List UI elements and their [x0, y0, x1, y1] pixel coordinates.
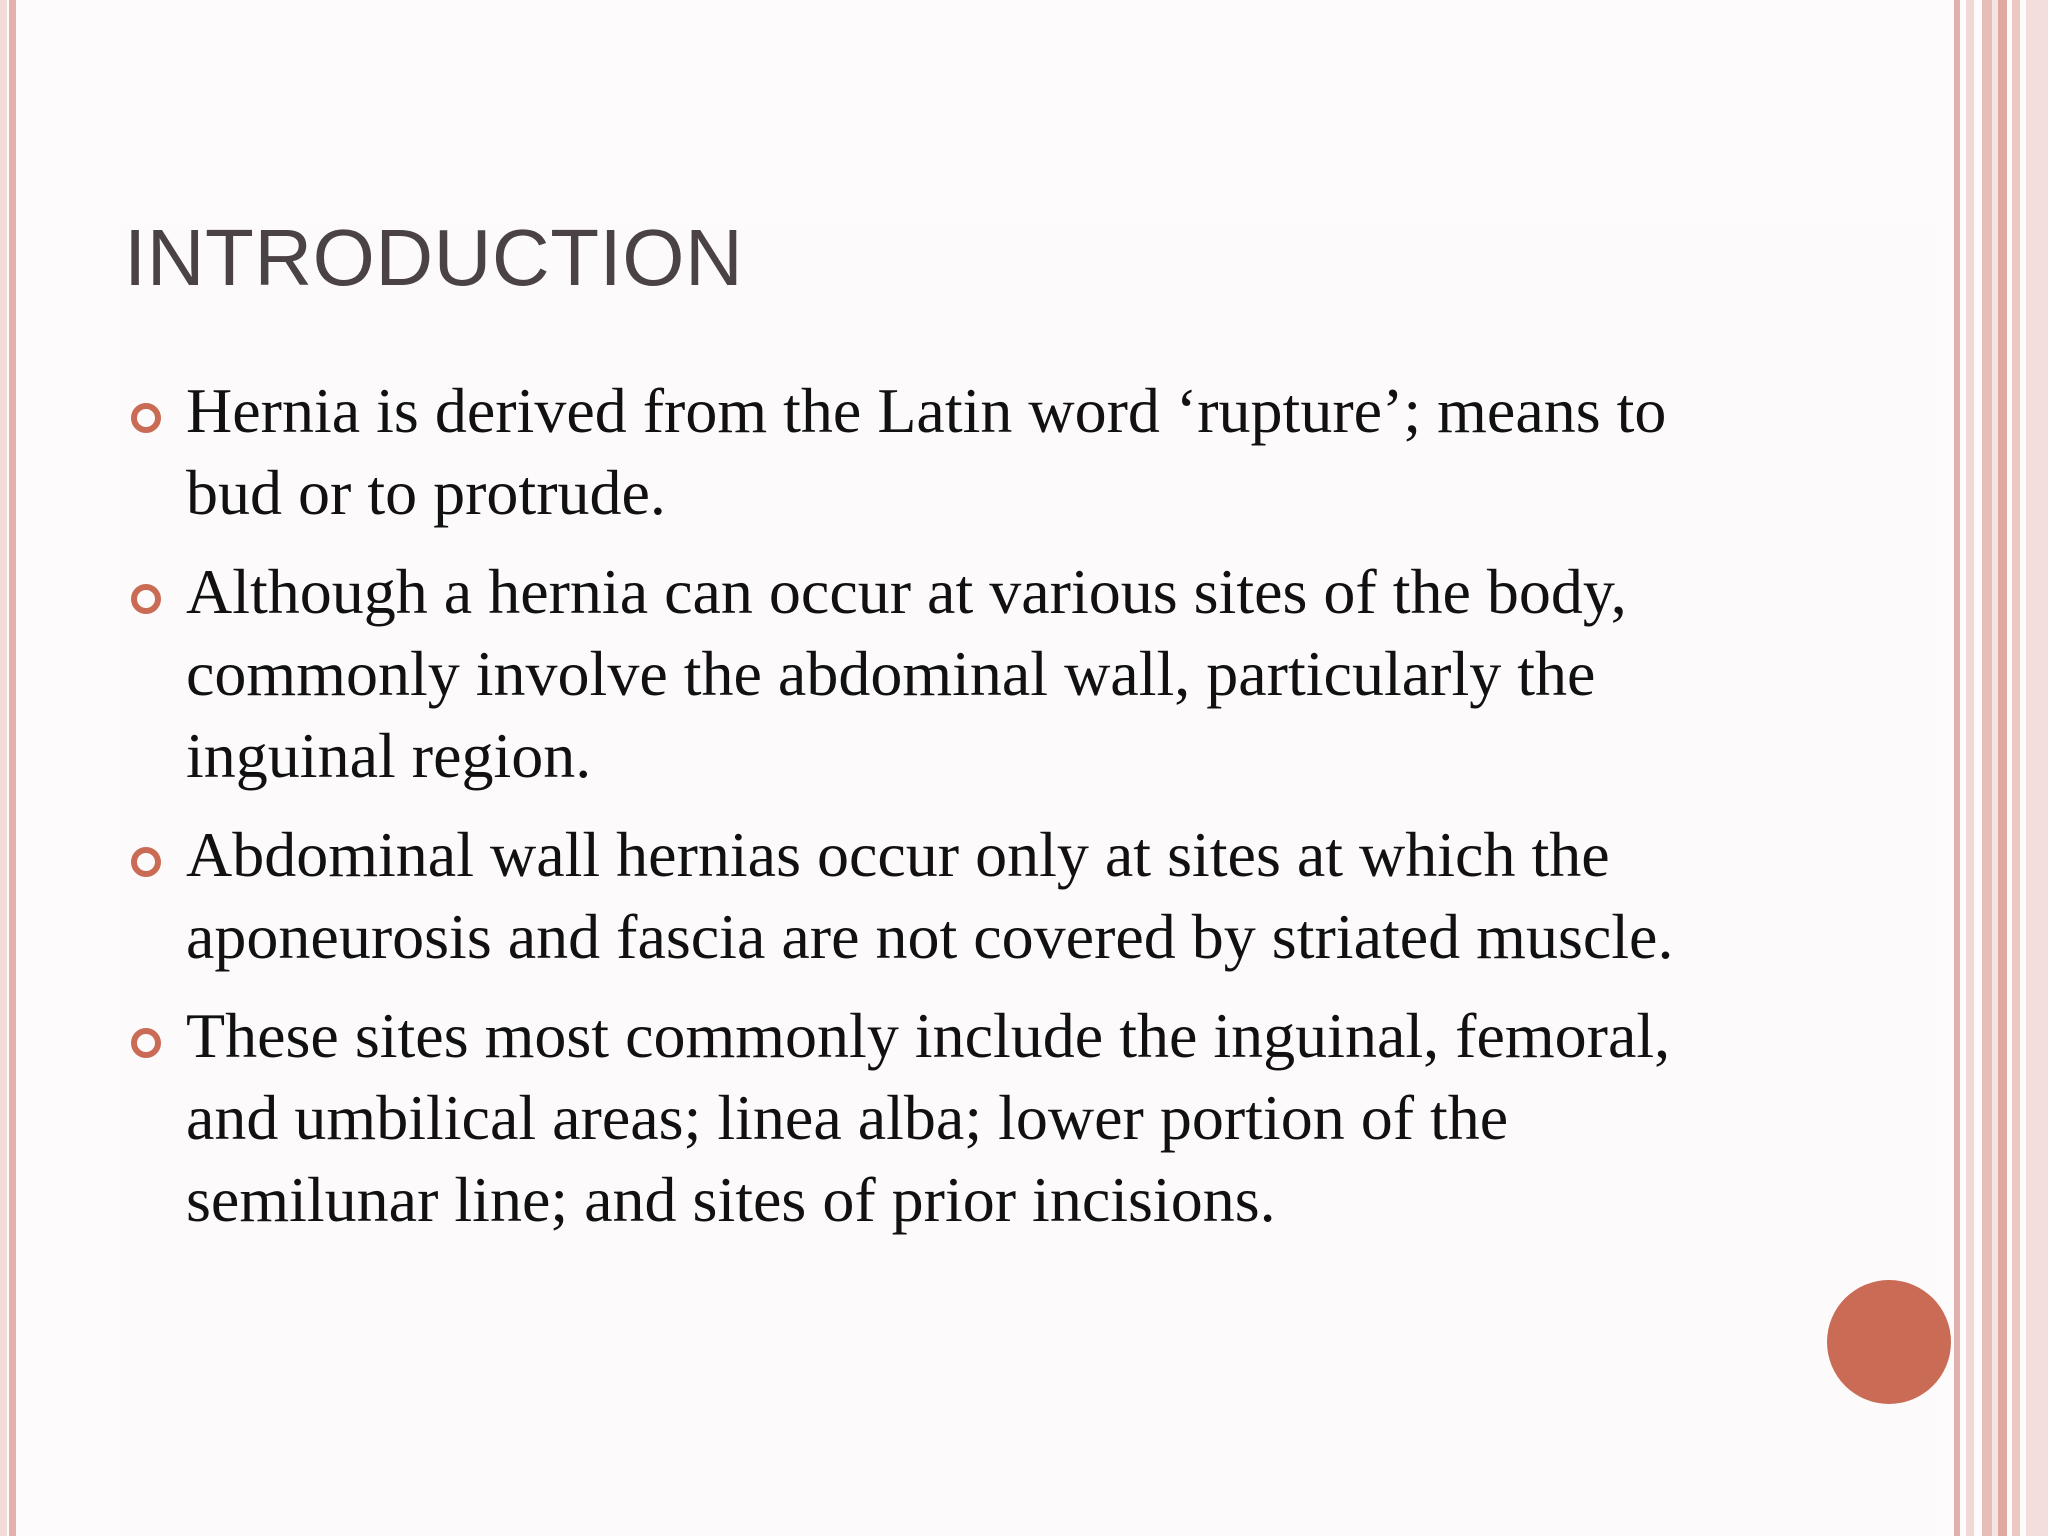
- ring-bullet-icon: [131, 403, 161, 433]
- right-border-stripe: [2012, 0, 2020, 1536]
- left-border-line: [0, 0, 7, 1536]
- right-border-stripe: [2026, 0, 2048, 1536]
- bullet-item: [130, 814, 1770, 978]
- ring-bullet-icon: [131, 1028, 161, 1058]
- ring-bullet-icon: [131, 847, 161, 877]
- left-border-line: [9, 0, 16, 1536]
- bullet-text: Hernia is derived from the Latin word ‘rupture’; means to bud or to protrude.: [186, 375, 1667, 528]
- right-border-stripe: [1966, 0, 1974, 1536]
- right-border-stripe: [1954, 0, 1960, 1536]
- bullet-item: [130, 370, 1770, 534]
- ring-bullet-icon: [131, 584, 161, 614]
- right-border-stripe: [1998, 0, 2007, 1536]
- bullet-text: Abdominal wall hernias occur only at sites at which the aponeurosis and fascia are not covered by striated muscle.: [186, 819, 1674, 972]
- bullet-item: [130, 995, 1770, 1241]
- bullet-item: [130, 551, 1770, 797]
- bullet-text: These sites most commonly include the inguinal, femoral, and umbilical areas; linea alba; lower portion of the semilunar line; and sites of prior incisions.: [186, 1000, 1671, 1235]
- right-border-stripe: [1982, 0, 1992, 1536]
- bullet-text: Although a hernia can occur at various sites of the body, commonly involve the abdominal wall, particularly the inguinal region.: [186, 556, 1627, 791]
- bullet-list: [130, 370, 1770, 1258]
- accent-circle: [1827, 1280, 1951, 1404]
- slide-title: INTRODUCTION: [124, 213, 744, 302]
